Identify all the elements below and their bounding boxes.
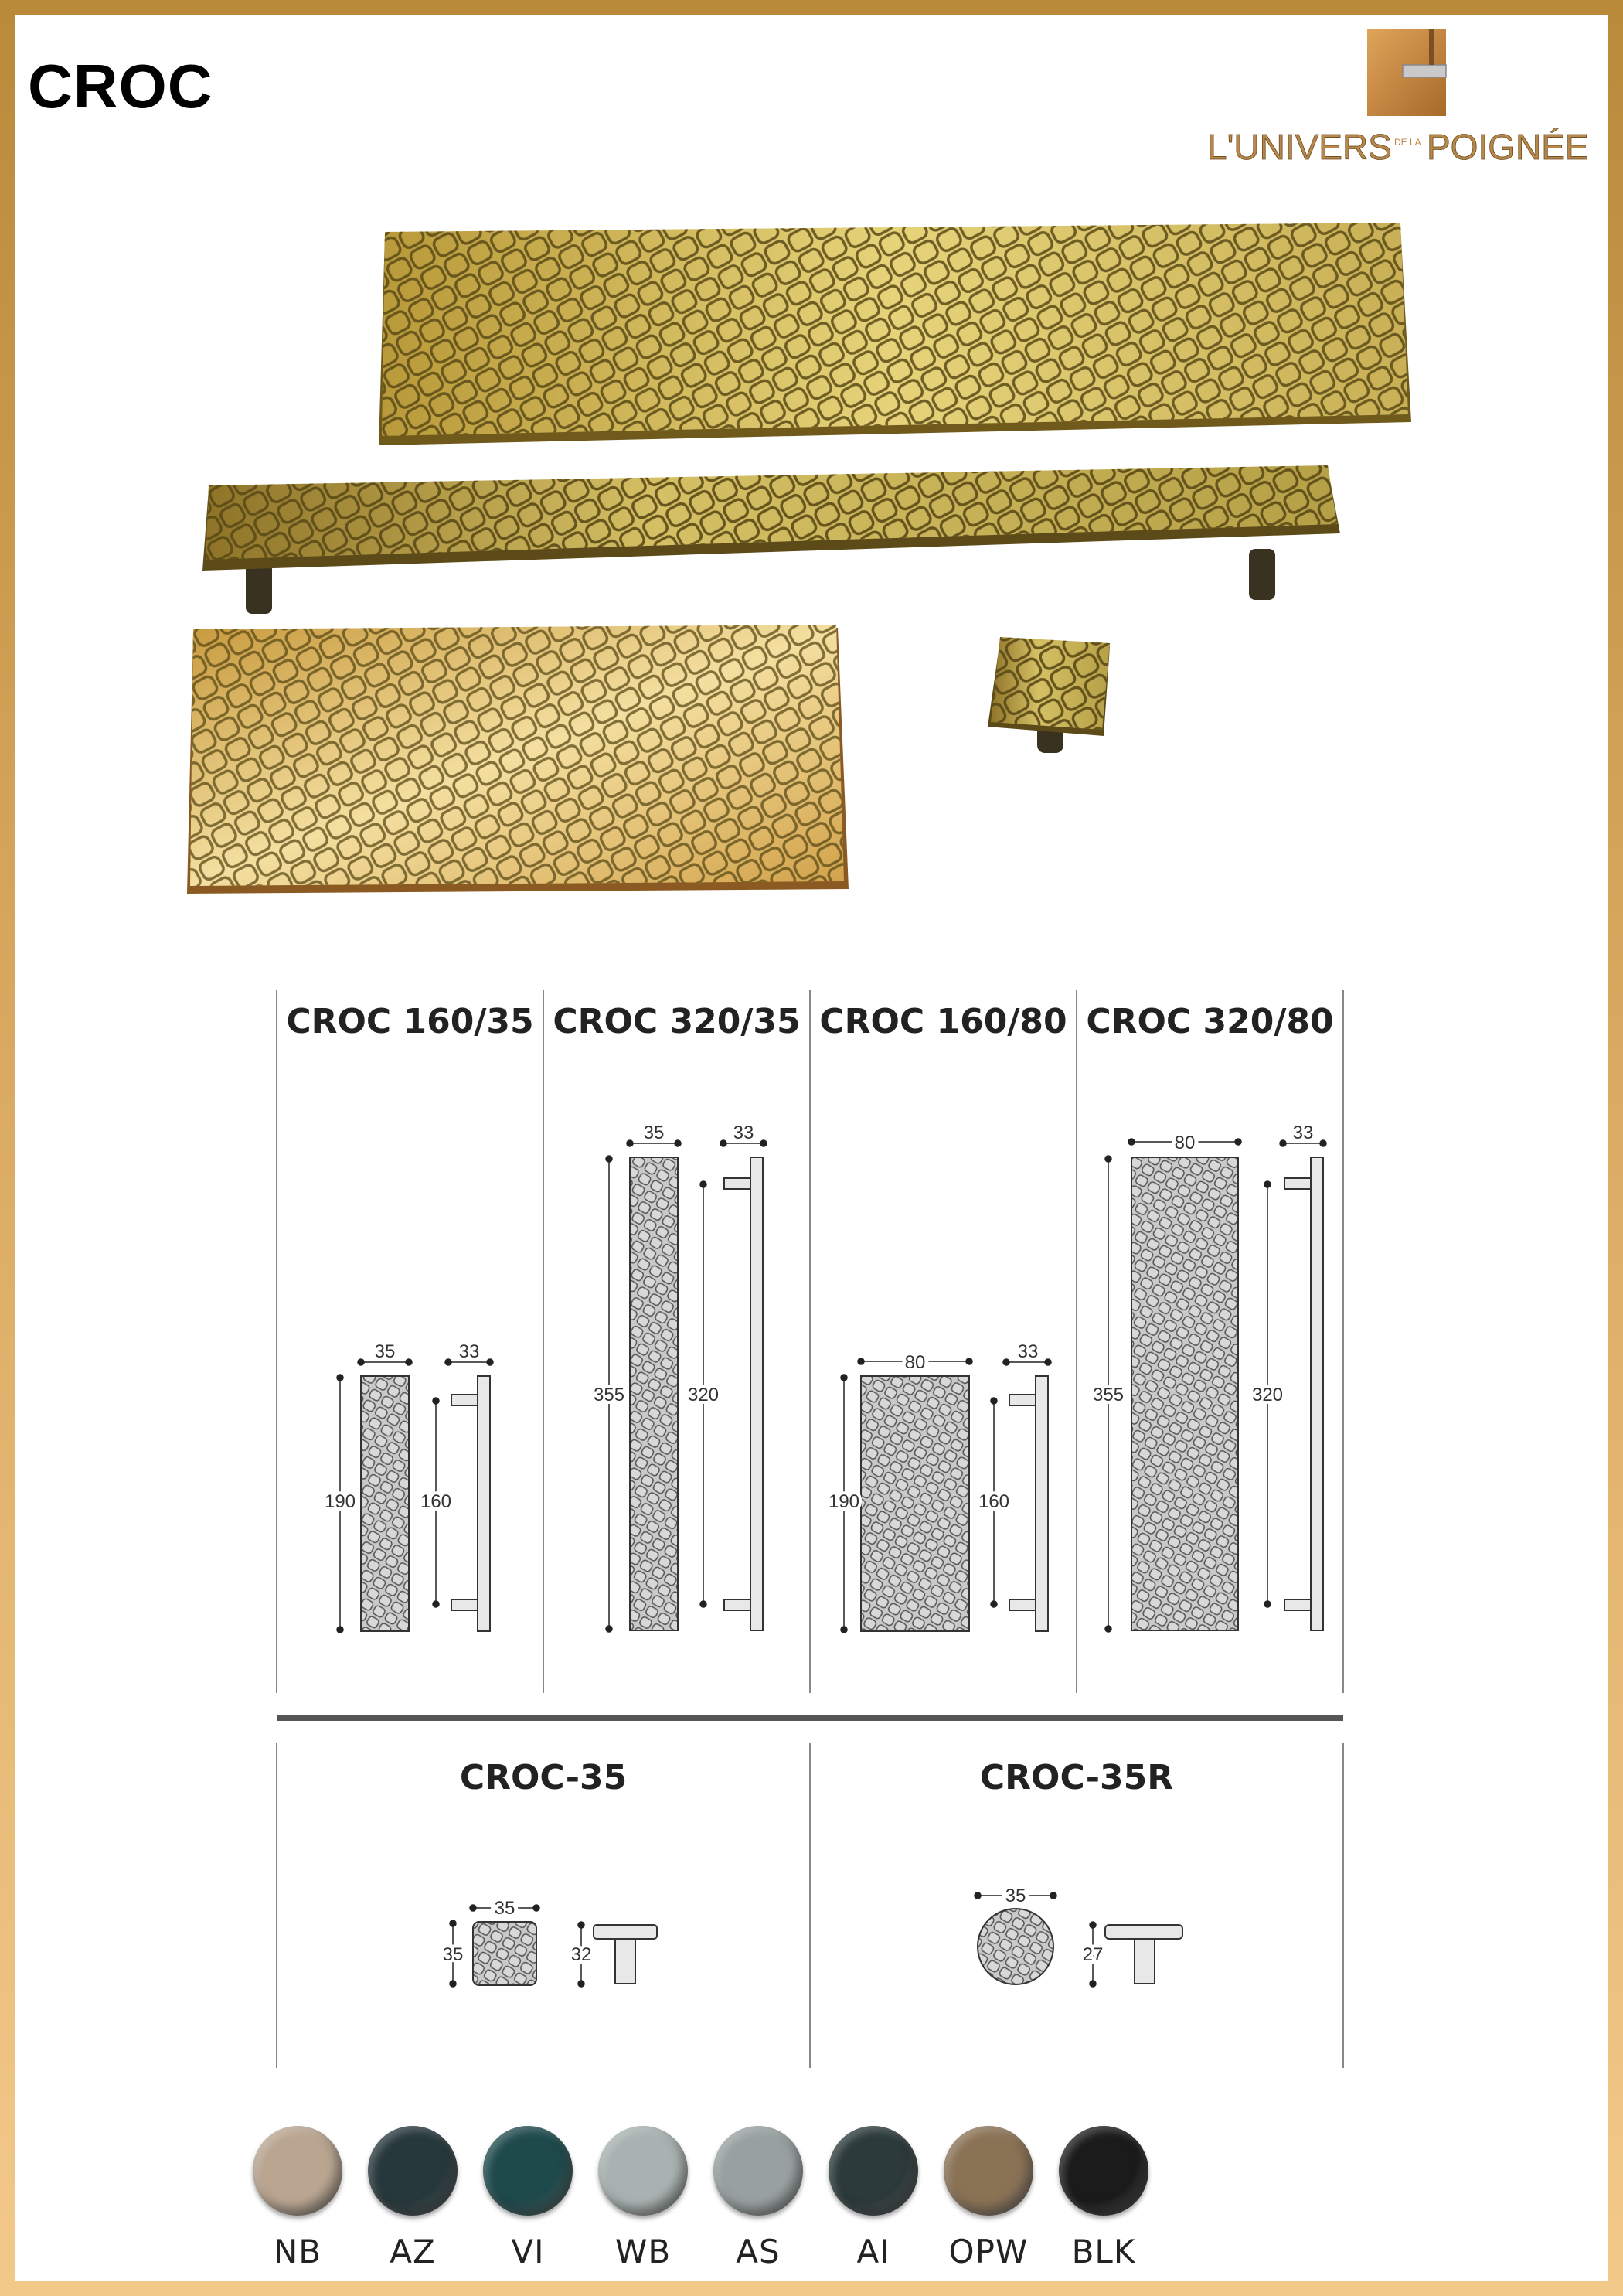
dim-width: 80 (1174, 1133, 1196, 1153)
swatch-color (368, 2126, 458, 2216)
swatch-color (253, 2126, 342, 2216)
logo-word-small: DE LA (1394, 137, 1421, 148)
dim-height: 35 (442, 1944, 464, 1965)
knob-title: CROC-35R (979, 1758, 1174, 1797)
dim-width: 35 (1005, 1886, 1026, 1906)
finish-swatch (1046, 2126, 1162, 2270)
swatch-color (483, 2126, 573, 2216)
swatch-color (829, 2126, 918, 2216)
swatch-color (1059, 2126, 1148, 2216)
dim-depth: 33 (733, 1122, 754, 1143)
finish-swatches (240, 2126, 1167, 2281)
logo-word-1: L'UNIVERS (1207, 127, 1392, 167)
handle-logo-icon (1364, 26, 1449, 119)
model-title: CROC 320/35 (553, 1002, 801, 1041)
model-title: CROC 320/80 (1086, 1002, 1334, 1041)
knob-croc-35 (988, 637, 1110, 753)
finish-code: AS (736, 2233, 781, 2270)
dim-depth: 33 (1292, 1122, 1314, 1143)
finish-code: WB (614, 2233, 672, 2270)
plate-320-80 (379, 223, 1411, 445)
dim-height: 355 (1092, 1385, 1125, 1405)
dim-center: 160 (420, 1491, 452, 1512)
finish-code: AZ (390, 2233, 436, 2270)
finish-swatch (700, 2126, 816, 2270)
finish-swatch (470, 2126, 586, 2270)
finish-code: AI (856, 2233, 890, 2270)
dim-height: 355 (593, 1385, 625, 1405)
finish-swatch (355, 2126, 471, 2270)
finish-code: BLK (1071, 2233, 1136, 2270)
dim-width: 35 (374, 1341, 396, 1362)
finish-code: OPW (948, 2233, 1029, 2270)
finish-swatch (931, 2126, 1046, 2270)
swatch-color (713, 2126, 803, 2216)
dim-center: 320 (1251, 1385, 1284, 1405)
logo-word-2: POIGNÉE (1427, 127, 1589, 167)
dim-width: 35 (494, 1898, 515, 1919)
dim-center: 320 (687, 1385, 720, 1405)
plate-160-80 (187, 625, 849, 894)
finish-swatch (815, 2126, 931, 2270)
swatch-color (944, 2126, 1033, 2216)
finish-swatch (585, 2126, 701, 2270)
page-title: CROC (28, 52, 213, 121)
handle-320-35 (202, 465, 1340, 614)
product-photo (178, 216, 1430, 897)
logo-wordmark (1206, 119, 1592, 173)
dim-height: 190 (324, 1491, 356, 1512)
finish-code: VI (511, 2233, 545, 2270)
brand-logo (1206, 23, 1592, 170)
finish-swatch (240, 2126, 356, 2270)
swatch-color (598, 2126, 688, 2216)
dim-width: 35 (643, 1122, 665, 1143)
dim-depth: 27 (1082, 1944, 1104, 1965)
dim-height: 190 (828, 1491, 860, 1512)
dim-depth: 32 (570, 1944, 592, 1965)
dim-depth: 33 (1017, 1341, 1039, 1362)
dim-center: 160 (978, 1491, 1010, 1512)
model-title: CROC 160/80 (819, 1002, 1067, 1041)
dim-width: 80 (904, 1352, 926, 1373)
dim-depth: 33 (458, 1341, 480, 1362)
model-title: CROC 160/35 (286, 1002, 534, 1041)
finish-code: NB (273, 2233, 322, 2270)
knob-title: CROC-35 (459, 1758, 628, 1797)
